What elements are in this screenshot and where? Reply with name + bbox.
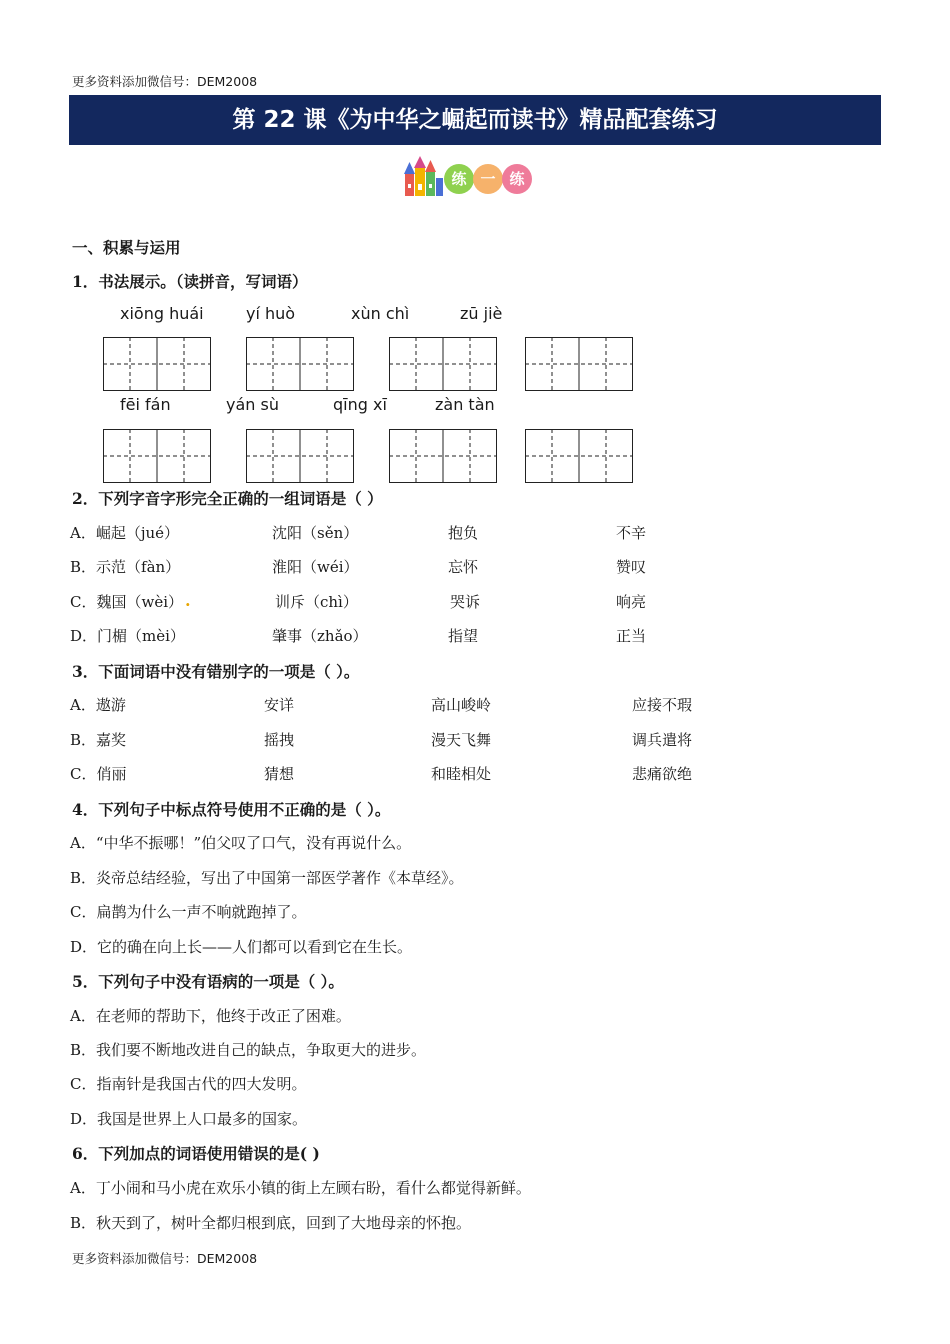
page-title: 第 22 课《为中华之崛起而读书》精品配套练习	[69, 95, 881, 145]
question-1-stem: 1．书法展示。（读拼音，写词语）	[72, 272, 308, 291]
option-text: 指望	[448, 627, 479, 645]
pinyin-label: qīng xī	[333, 395, 387, 414]
option-text: B．炎帝总结经验，写出了中国第一部医学著作《本草经》。	[70, 869, 464, 887]
option-text: B．示范（fàn）	[70, 558, 181, 576]
option-text: A．丁小闹和马小虎在欢乐小镇的街上左顾右盼，看什么都觉得新鲜。	[70, 1179, 531, 1197]
question-2-stem: 2．下列字音字形完全正确的一组词语是（ ）	[72, 489, 383, 508]
option-text: 不辛	[616, 524, 647, 542]
option-text: A．“中华不振哪！”伯父叹了口气，没有再说什么。	[70, 834, 412, 852]
option-text: A．在老师的帮助下，他终于改正了困难。	[70, 1007, 351, 1025]
pinyin-label: xiōng huái	[120, 304, 204, 323]
option-text: 忘怀	[448, 558, 479, 576]
option-text: C．扁鹊为什么一声不响就跑掉了。	[70, 903, 307, 921]
question-6-stem: 6．下列加点的词语使用错误的是( )	[72, 1144, 320, 1163]
writing-grid[interactable]	[246, 429, 354, 483]
option-text: 淮阳（wéi）	[272, 558, 359, 576]
option-text: A．遨游	[70, 696, 126, 714]
option-text: 和睦相处	[431, 765, 492, 783]
pinyin-label: zū jiè	[460, 304, 503, 323]
writing-grid[interactable]	[103, 429, 211, 483]
option-text: 漫天飞舞	[431, 731, 492, 749]
option-text: 训斥（chì）	[275, 593, 358, 611]
option-text: D．门楣（mèi）	[70, 627, 185, 645]
footer-note: 更多资料添加微信号：DEM2008	[72, 1251, 258, 1266]
question-4-stem: 4．下列句子中标点符号使用不正确的是（ ）。	[72, 800, 391, 819]
castle-icon	[403, 154, 445, 198]
writing-grid[interactable]	[389, 429, 497, 483]
option-text: 应接不瑕	[632, 696, 693, 714]
option-text: C．魏国（wèi）	[70, 593, 183, 611]
option-text: B．我们要不断地改进自己的缺点，争取更大的进步。	[70, 1041, 427, 1059]
option-text: B．秋天到了，树叶全都归根到底，回到了大地母亲的怀抱。	[70, 1214, 472, 1232]
option-text: 沈阳（sěn）	[272, 524, 359, 542]
practice-banner	[403, 154, 533, 198]
option-text: 调兵遣将	[632, 731, 693, 749]
option-text: A．崛起（jué）	[70, 524, 180, 542]
pinyin-label: yán sù	[226, 395, 279, 414]
writing-grid[interactable]	[246, 337, 354, 391]
pinyin-label: zàn tàn	[435, 395, 495, 414]
option-text: D．它的确在向上长——人们都可以看到它在生长。	[70, 938, 413, 956]
section-heading: 一、积累与运用	[72, 238, 181, 257]
banner-char-1: 练	[444, 164, 474, 194]
writing-grid[interactable]	[525, 337, 633, 391]
option-text: 悲痛欲绝	[632, 765, 693, 783]
pinyin-label: yí huò	[246, 304, 296, 323]
option-text: 哭诉	[450, 593, 481, 611]
option-text: 抱负	[448, 524, 479, 542]
option-text: 猜想	[264, 765, 295, 783]
writing-grid[interactable]	[389, 337, 497, 391]
emphasis-dot: .	[185, 591, 191, 610]
option-text: 正当	[616, 627, 647, 645]
option-text: D．我国是世界上人口最多的国家。	[70, 1110, 308, 1128]
writing-grid[interactable]	[525, 429, 633, 483]
question-5-stem: 5．下列句子中没有语病的一项是（ ）。	[72, 972, 344, 991]
option-text: 高山峻岭	[431, 696, 492, 714]
option-text: 安详	[264, 696, 295, 714]
pinyin-label: xùn chì	[351, 304, 410, 323]
question-3-stem: 3．下面词语中没有错别字的一项是（ ）。	[72, 662, 360, 681]
banner-char-3: 练	[502, 164, 532, 194]
option-text: 响亮	[616, 593, 647, 611]
option-text: 摇拽	[264, 731, 295, 749]
banner-char-2: 一	[473, 164, 503, 194]
option-text: 肇事（zhǎo）	[272, 627, 368, 645]
option-text: C．俏丽	[70, 765, 127, 783]
pinyin-label: fēi fán	[120, 395, 171, 414]
writing-grid[interactable]	[103, 337, 211, 391]
option-text: 赞叹	[616, 558, 647, 576]
option-text: B．嘉奖	[70, 731, 127, 749]
option-text: C．指南针是我国古代的四大发明。	[70, 1075, 307, 1093]
header-note: 更多资料添加微信号：DEM2008	[72, 74, 258, 89]
